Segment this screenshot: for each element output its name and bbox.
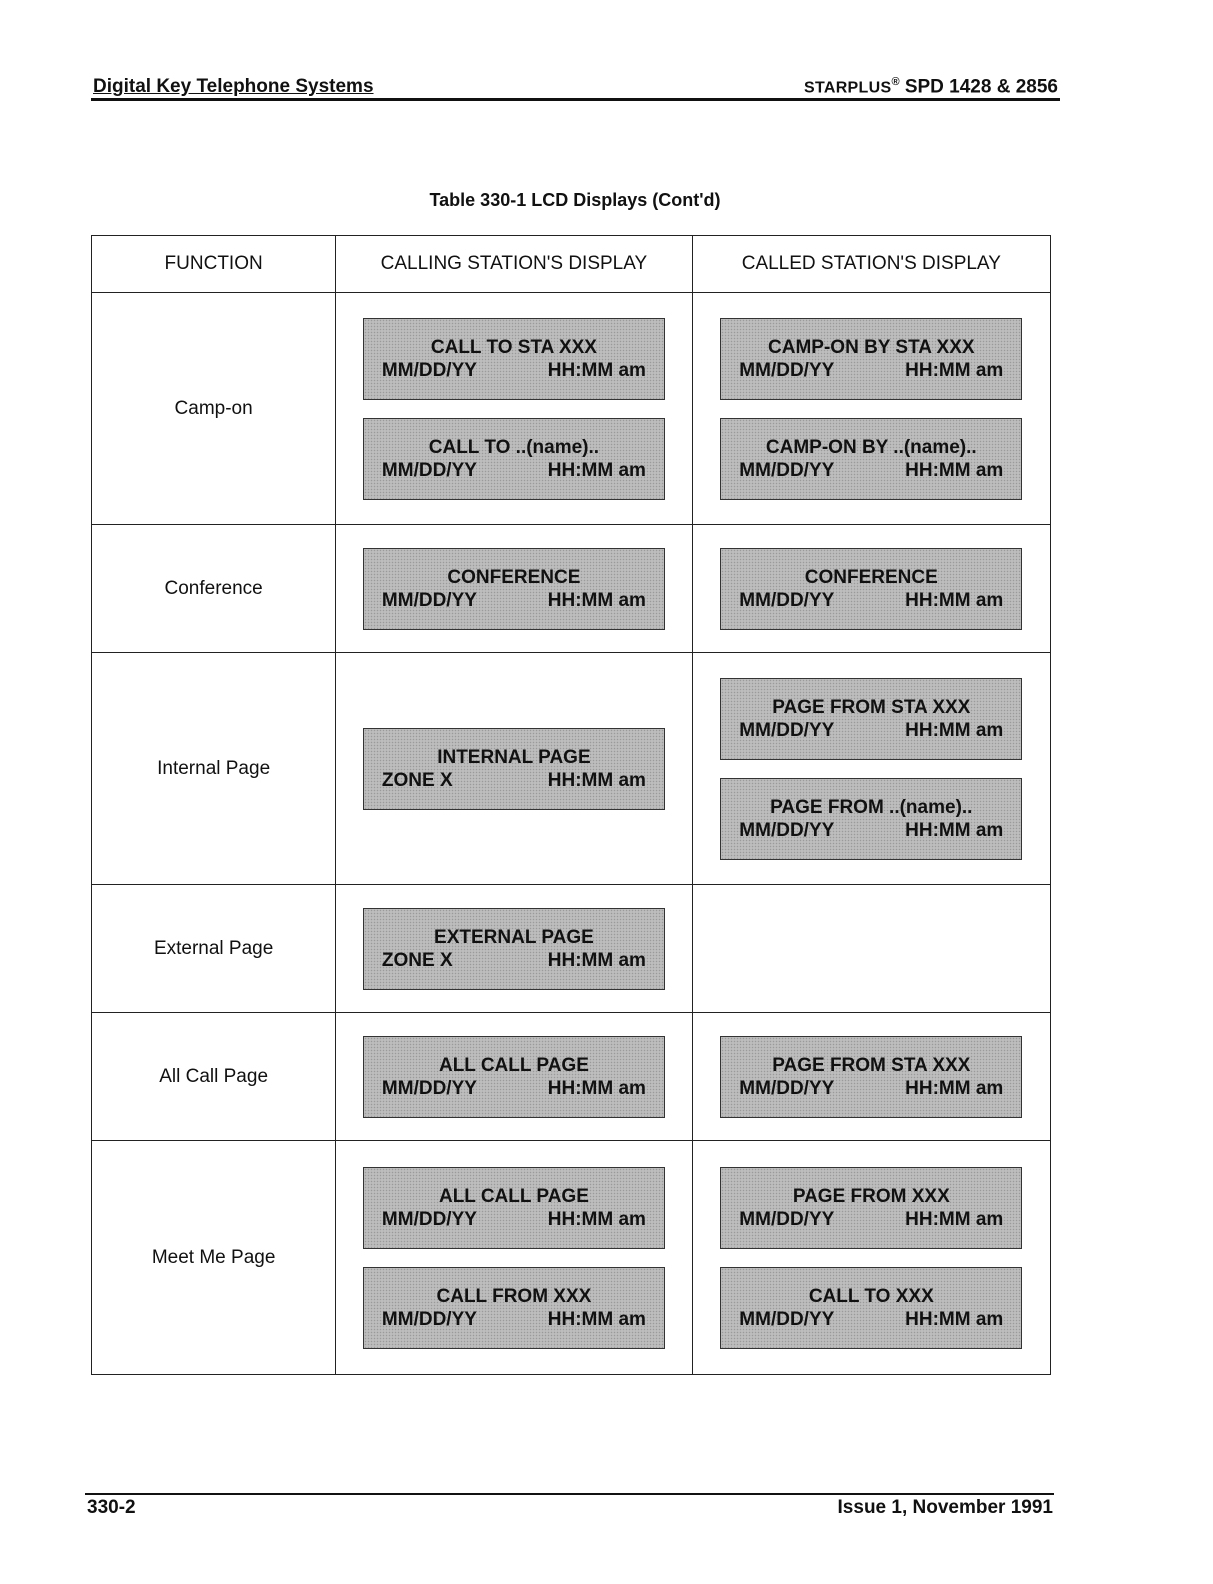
function-cell: Internal Page <box>92 653 336 885</box>
lcd-display <box>720 1167 1022 1249</box>
lcd-line-1: CALL TO XXX <box>808 1285 934 1307</box>
lcd-line-2-right: HH:MM am <box>547 459 646 481</box>
column-header-function: FUNCTION <box>92 236 336 293</box>
lcd-line-1: ALL CALL PAGE <box>438 1185 589 1207</box>
column-header-calling: CALLING STATION'S DISPLAY <box>336 236 692 293</box>
brand-name: STARPLUS <box>803 79 892 97</box>
table-caption: Table 330-1 LCD Displays (Cont'd) <box>429 190 721 210</box>
lcd-line-2 <box>382 359 646 382</box>
lcd-line-2 <box>382 459 646 482</box>
function-cell: All Call Page <box>92 1013 336 1141</box>
lcd-line-1: PAGE FROM ..(name).. <box>770 796 973 818</box>
lcd-line-1: PAGE FROM STA XXX <box>772 696 971 718</box>
lcd-display <box>720 418 1022 500</box>
lcd-displays-table <box>91 235 1051 1375</box>
lcd-line-2-right: HH:MM am <box>905 459 1004 481</box>
lcd-line-1: CONFERENCE <box>804 566 938 588</box>
table-row <box>92 1141 1051 1375</box>
lcd-display <box>720 1267 1022 1349</box>
header-product <box>804 76 1058 98</box>
lcd-line-2-right: HH:MM am <box>547 949 646 971</box>
table-row <box>92 1013 1051 1141</box>
lcd-line-2-left: ZONE X <box>381 949 453 971</box>
lcd-line-2 <box>739 1208 1003 1231</box>
function-cell: Meet Me Page <box>92 1141 336 1375</box>
lcd-line-2-right: HH:MM am <box>905 1308 1004 1330</box>
lcd-line-2-left: MM/DD/YY <box>381 589 477 611</box>
lcd-line-2 <box>739 819 1003 842</box>
calling-display-cell <box>336 1013 692 1141</box>
lcd-line-2-left: MM/DD/YY <box>381 1208 477 1230</box>
lcd-line-2 <box>382 1308 646 1331</box>
calling-display-cell <box>336 525 692 653</box>
lcd-line-2-left: MM/DD/YY <box>381 1077 477 1099</box>
header-rule <box>91 98 1060 101</box>
lcd-line-2 <box>739 1077 1003 1100</box>
lcd-line-1: CAMP-ON BY STA XXX <box>768 336 975 358</box>
lcd-line-2 <box>739 359 1003 382</box>
lcd-line-2-left: MM/DD/YY <box>739 359 835 381</box>
table-row <box>92 653 1051 885</box>
called-display-cell <box>692 525 1050 653</box>
lcd-line-2-right: HH:MM am <box>905 1077 1004 1099</box>
lcd-display <box>720 1036 1022 1118</box>
registered-mark: ® <box>891 76 900 88</box>
called-display-cell <box>692 1013 1050 1141</box>
lcd-line-2-right: HH:MM am <box>547 1077 646 1099</box>
lcd-line-2-left: MM/DD/YY <box>381 359 477 381</box>
lcd-line-2-left: MM/DD/YY <box>739 589 835 611</box>
lcd-line-2 <box>382 949 646 972</box>
lcd-line-1: INTERNAL PAGE <box>437 746 591 768</box>
lcd-line-2 <box>382 589 646 612</box>
lcd-line-2 <box>739 459 1003 482</box>
lcd-display <box>720 548 1022 630</box>
column-header-called: CALLED STATION'S DISPLAY <box>692 236 1050 293</box>
header-title: Digital Key Telephone Systems <box>93 76 374 97</box>
called-display-cell <box>692 293 1050 525</box>
lcd-line-1: ALL CALL PAGE <box>438 1054 589 1076</box>
lcd-display <box>363 908 665 990</box>
calling-display-cell <box>336 653 692 885</box>
lcd-line-2-right: HH:MM am <box>547 1308 646 1330</box>
lcd-line-1: PAGE FROM XXX <box>792 1185 950 1207</box>
lcd-line-2-left: MM/DD/YY <box>739 459 835 481</box>
function-cell: Camp-on <box>92 293 336 525</box>
lcd-display <box>363 1167 665 1249</box>
lcd-line-2 <box>739 719 1003 742</box>
model-name: SPD 1428 & 2856 <box>904 76 1058 98</box>
page-number: 330-2 <box>87 1497 136 1518</box>
lcd-display <box>720 678 1022 760</box>
lcd-line-2-right: HH:MM am <box>905 589 1004 611</box>
lcd-line-2 <box>382 1208 646 1231</box>
lcd-line-2-right: HH:MM am <box>905 1208 1004 1230</box>
lcd-line-1: CAMP-ON BY ..(name).. <box>765 436 977 458</box>
lcd-line-2-left: MM/DD/YY <box>739 719 835 741</box>
lcd-display <box>720 778 1022 860</box>
table-header-row <box>92 236 1051 293</box>
called-display-cell <box>692 885 1050 1013</box>
lcd-line-2-left: MM/DD/YY <box>739 1208 835 1230</box>
lcd-display <box>363 318 665 400</box>
function-cell: Conference <box>92 525 336 653</box>
lcd-line-2-left: MM/DD/YY <box>739 819 835 841</box>
issue-date: Issue 1, November 1991 <box>837 1497 1053 1518</box>
lcd-line-1: CALL TO STA XXX <box>430 336 597 358</box>
lcd-line-2-right: HH:MM am <box>905 359 1004 381</box>
lcd-display <box>363 1036 665 1118</box>
lcd-display <box>363 1267 665 1349</box>
lcd-line-2-left: ZONE X <box>381 769 453 791</box>
lcd-line-1: CALL FROM XXX <box>436 1285 592 1307</box>
calling-display-cell <box>336 885 692 1013</box>
lcd-display <box>720 318 1022 400</box>
table-row <box>92 885 1051 1013</box>
lcd-line-2-right: HH:MM am <box>547 589 646 611</box>
calling-display-cell <box>336 1141 692 1375</box>
called-display-cell <box>692 653 1050 885</box>
lcd-line-2 <box>382 769 646 792</box>
lcd-line-2-left: MM/DD/YY <box>381 459 477 481</box>
lcd-line-2 <box>739 589 1003 612</box>
lcd-line-2-right: HH:MM am <box>905 719 1004 741</box>
lcd-line-1: CONFERENCE <box>447 566 581 588</box>
calling-display-cell <box>336 293 692 525</box>
lcd-display <box>363 728 665 810</box>
table-row <box>92 525 1051 653</box>
lcd-line-2-right: HH:MM am <box>547 1208 646 1230</box>
lcd-line-2-right: HH:MM am <box>547 359 646 381</box>
table-row <box>92 293 1051 525</box>
lcd-line-1: EXTERNAL PAGE <box>434 926 594 948</box>
lcd-display <box>363 548 665 630</box>
function-cell: External Page <box>92 885 336 1013</box>
lcd-line-2-left: MM/DD/YY <box>739 1308 835 1330</box>
lcd-line-1: CALL TO ..(name).. <box>428 436 600 458</box>
lcd-line-2 <box>382 1077 646 1100</box>
lcd-line-2-left: MM/DD/YY <box>381 1308 477 1330</box>
lcd-line-2-right: HH:MM am <box>547 769 646 791</box>
called-display-cell <box>692 1141 1050 1375</box>
footer-rule <box>85 1493 1054 1495</box>
lcd-line-2-right: HH:MM am <box>905 819 1004 841</box>
lcd-line-2 <box>739 1308 1003 1331</box>
lcd-line-2-left: MM/DD/YY <box>739 1077 835 1099</box>
lcd-display <box>363 418 665 500</box>
lcd-line-1: PAGE FROM STA XXX <box>772 1054 971 1076</box>
